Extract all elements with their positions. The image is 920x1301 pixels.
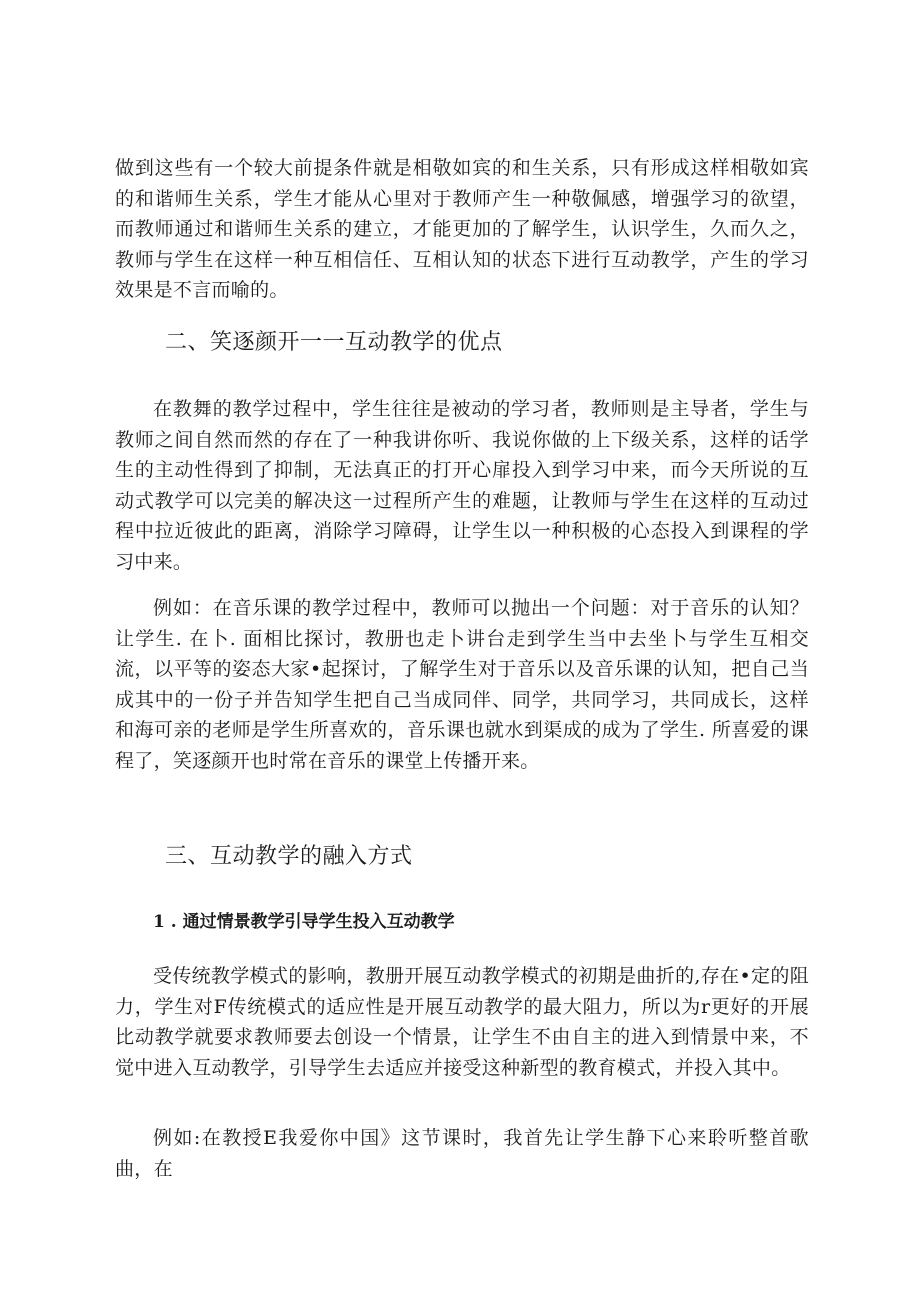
paragraph-example-china-song: 例如:在教授E我爱你中国》这节课时，我首先让学生静下心来聆听整首歌曲，在 (115, 1127, 809, 1180)
paragraph-harmonious-relationship: 做到这些有一个较大前提条件就是相敬如宾的和生关系，只有形成这样相敬如宾的和谐师生关系，学生才能从心里对于教师产生一种敬佩感，增强学习的欲望，而教师通过和谐师生关系的建立，才能更加的了解学生，认识学生，久而久之，教师与学生在这样一种互相信任、互相认知的状态下进行互动教学，产生的学习效果是不言而喻的。 (115, 157, 809, 301)
paragraph-traditional-mode: 受传统教学模式的影响，教册开展互动教学模式的初期是曲折的,存在•定的阻力，学生对F传统模式的适应性是开展互动教学的最大阻力，所以为r更好的开展比动教学就要求教师要去创设一个情景，让学生不由自主的进入到情景中来，不觉中进入互动教学，引导学生去适应并接受这种新型的教育模式，并投入其中。 (115, 965, 809, 1079)
section-heading-2: 二、笑逐颜开一一互动教学的优点 (165, 330, 503, 355)
subsection-heading-1: 1 . 通过情景教学引导学生投入互动教学 (153, 912, 455, 932)
section-heading-3: 三、互动教学的融入方式 (165, 844, 413, 869)
paragraph-dance-teaching: 在教舞的教学过程中，学生往往是被动的学习者，教师则是主导者，学生与教师之间自然而然的存在了一种我讲你听、我说你做的上下级关系，这样的话学生的主动性得到了抑制，无法真正的打开心扉投入到学习中来，而今天所说的互动式教学可以完美的解决这一过程所产生的难题，让教师与学生在这样的互动过程中拉近彼此的距离，消除学习障碍，让学生以一种积极的心态投入到课程的学习中来。 (115, 398, 809, 573)
paragraph-music-example: 例如：在音乐课的教学过程中，教师可以抛出一个问题：对于音乐的认知？让学生. 在卜. 面相比探讨，教册也走卜讲台走到学生当中去坐卜与学生互相交流，以平等的姿态大家•起探讨，了解学生对于音乐以及音乐课的认知，把自己当成其中的一份子并告知学生把自己当成同伴、同学，共同学习，共同成长，这样和海可亲的老师是学生所喜欢的，音乐课也就水到渠成的成为了学生. 所喜爱的课程了，笑逐颜开也时常在音乐的课堂上传播开来。 (115, 597, 809, 772)
